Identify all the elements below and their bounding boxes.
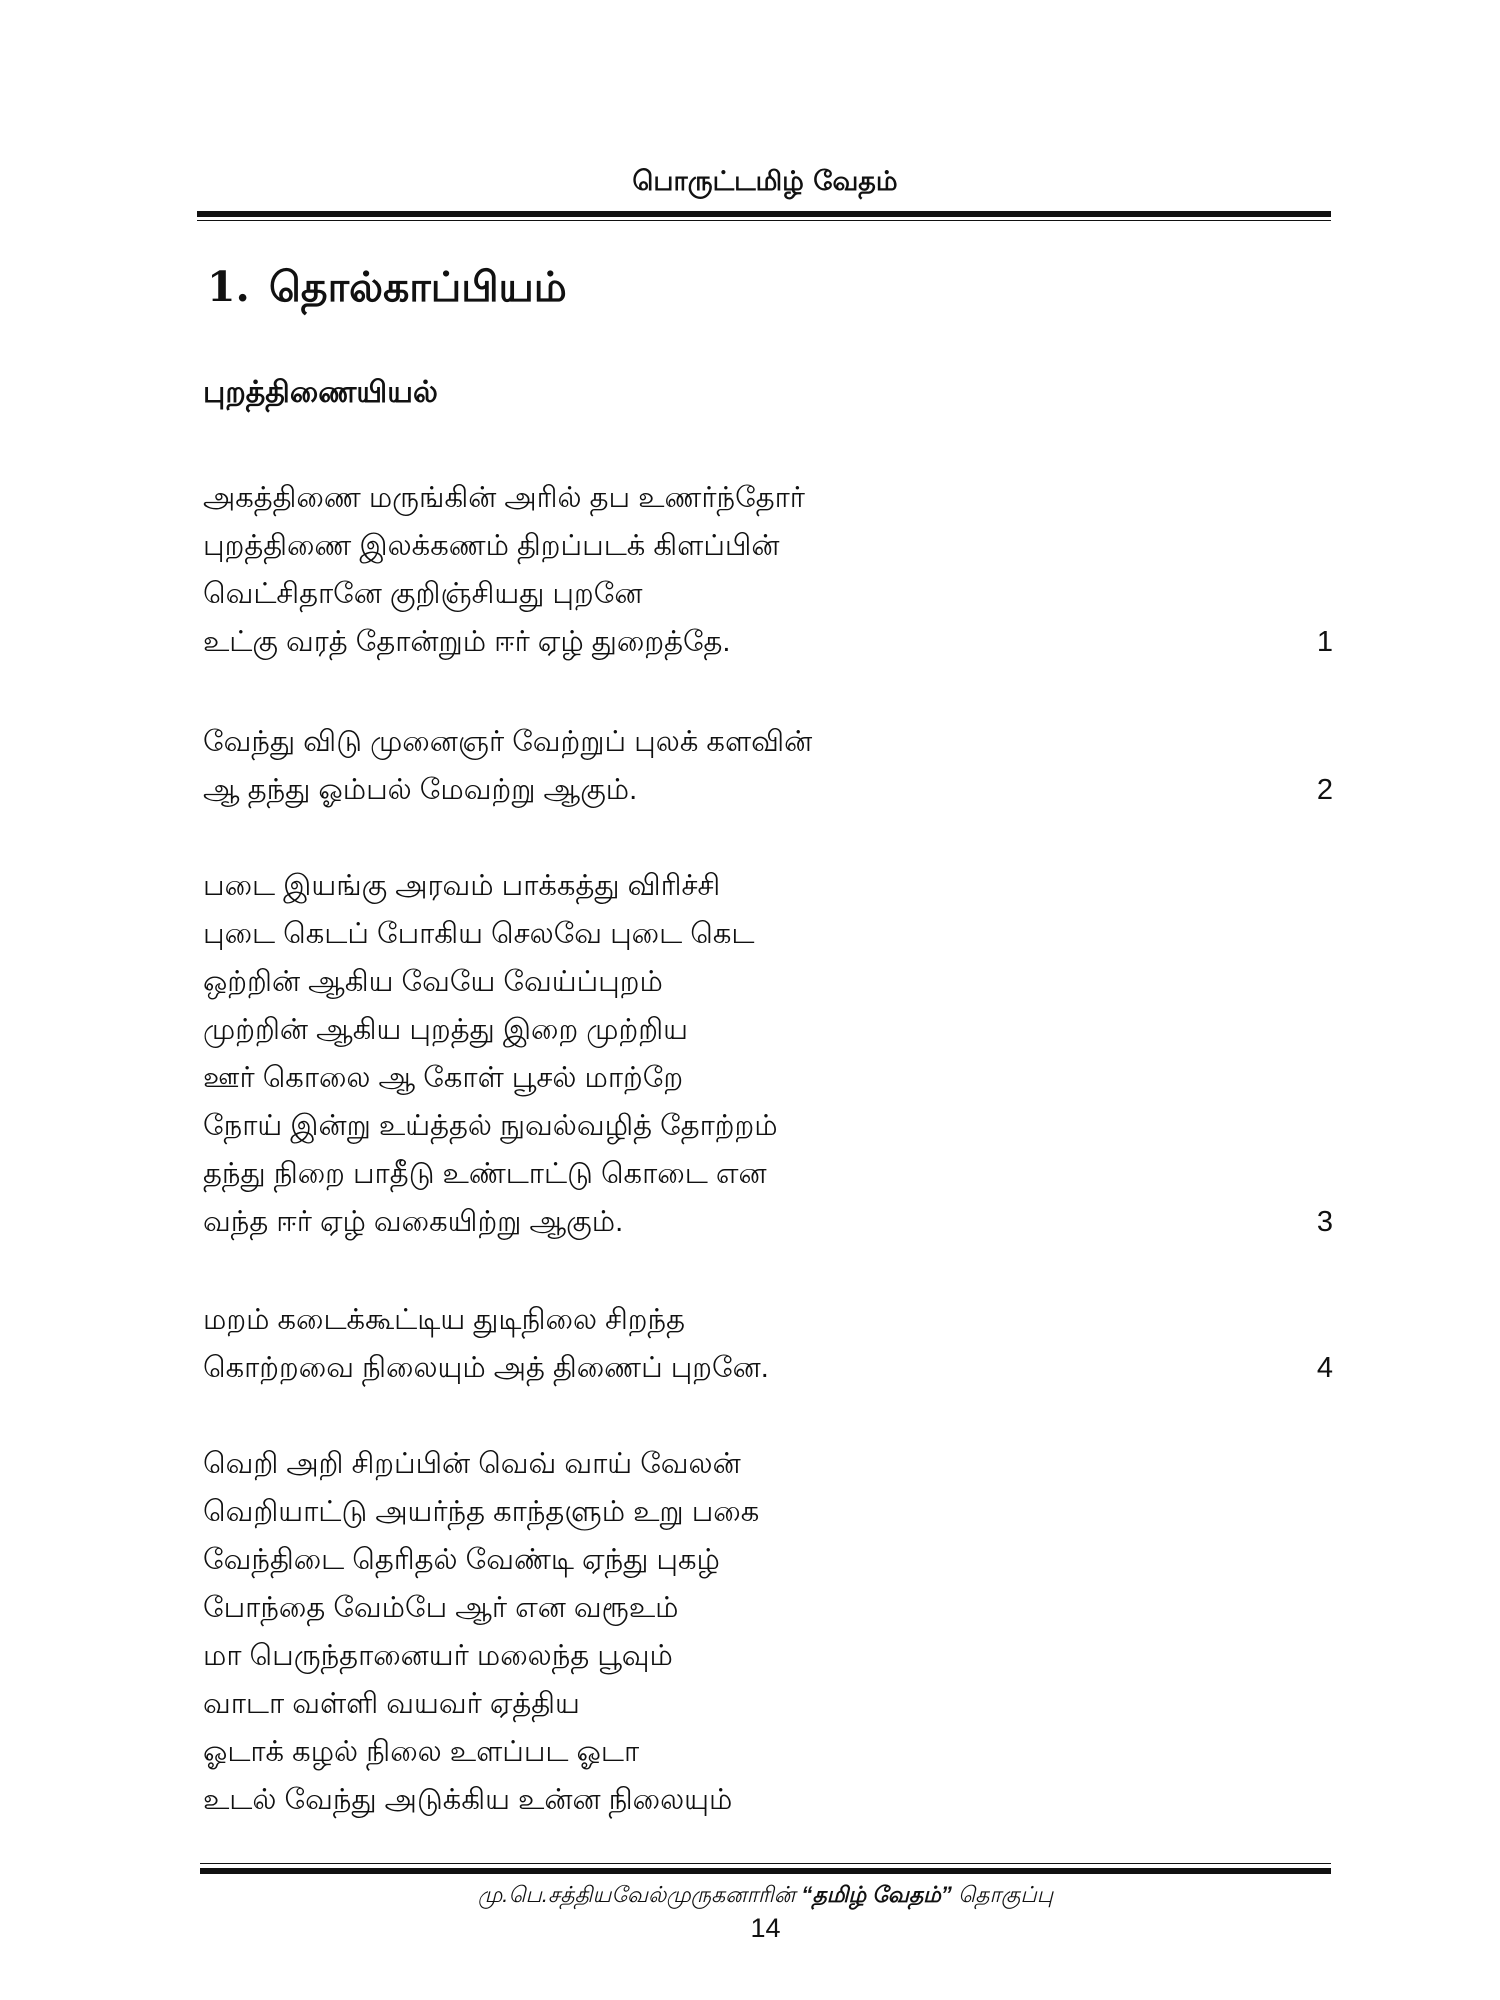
verse-line: ஒற்றின் ஆகிய வேயே வேய்ப்புறம் [203, 966, 663, 998]
footer-rule-thin [200, 1863, 1331, 1864]
verse-line: படை இயங்கு அரவம் பாக்கத்து விரிச்சி [203, 870, 721, 902]
verse-line: வேந்து விடு முனைஞர் வேற்றுப் புலக் களவின் [203, 726, 813, 758]
verse-line [203, 1198, 1333, 1246]
verse-line [203, 766, 1333, 814]
footer-suffix: தொகுப்பு [958, 1882, 1054, 1907]
verse-number: 3 [1316, 1206, 1333, 1238]
footer-work: “தமிழ் வேதம்” [801, 1882, 952, 1907]
verse-number: 4 [1316, 1352, 1333, 1384]
chapter-number: 1. [207, 263, 250, 311]
verse-line-text: வந்த ஈர் ஏழ் வகையிற்று ஆகும். [203, 1206, 624, 1238]
verse-line: வெறி அறி சிறப்பின் வெவ் வாய் வேலன் [203, 1448, 741, 1480]
running-head: பொருட்டமிழ் வேதம் [632, 166, 898, 197]
verse-number: 1 [1316, 626, 1333, 658]
verse-line-text: உட்கு வரத் தோன்றும் ஈர் ஏழ் துறைத்தே. [203, 626, 731, 658]
verse-line: வெறியாட்டு அயர்ந்த காந்தளும் உறு பகை [203, 1496, 760, 1528]
chapter-title: தொல்காப்பியம் [269, 263, 567, 311]
footer-author: மு.பெ.சத்தியவேல்முருகனாரின் [477, 1882, 796, 1907]
verse-line: மா பெருந்தானையர் மலைந்த பூவும் [203, 1640, 673, 1672]
verse-number: 2 [1316, 774, 1333, 806]
header-rule-thin [197, 220, 1331, 221]
verse-line [203, 618, 1333, 666]
chapter-heading [207, 252, 567, 322]
verse-line: உடல் வேந்து அடுக்கிய உன்ன நிலையும் [203, 1784, 733, 1816]
verse-line: புடை கெடப் போகிய செலவே புடை கெட [203, 918, 755, 950]
footer-credit [200, 1880, 1331, 1910]
verse-line: நோய் இன்று உய்த்தல் நுவல்வழித் தோற்றம் [203, 1110, 778, 1142]
verse-line: முற்றின் ஆகிய புறத்து இறை முற்றிய [203, 1014, 689, 1046]
verse-line-text: ஆ தந்து ஓம்பல் மேவற்று ஆகும். [203, 774, 638, 806]
stanza [203, 862, 1333, 1246]
stanza [203, 718, 1333, 814]
verse-line: தந்து நிறை பாதீடு உண்டாட்டு கொடை என [203, 1158, 767, 1190]
verse-line: வெட்சிதானே குறிஞ்சியது புறனே [203, 578, 643, 610]
footer-rule-thick [200, 1868, 1331, 1874]
page-number: 14 [750, 1913, 781, 1943]
section-title: புறத்திணையியல் [203, 375, 438, 410]
stanza [203, 1440, 1333, 1824]
verse-line: ஓடாக் கழல் நிலை உளப்பட ஓடா [203, 1736, 640, 1768]
verse-line: புறத்திணை இலக்கணம் திறப்படக் கிளப்பின் [203, 530, 780, 562]
verse-line: ஊர் கொலை ஆ கோள் பூசல் மாற்றே [203, 1062, 684, 1094]
header-rule-thick [197, 211, 1331, 217]
verse-line: வாடா வள்ளி வயவர் ஏத்திய [203, 1688, 580, 1720]
verse-line-text: கொற்றவை நிலையும் அத் திணைப் புறனே. [203, 1352, 769, 1384]
verse-line: மறம் கடைக்கூட்டிய துடிநிலை சிறந்த [203, 1304, 686, 1336]
verse-line [203, 1344, 1333, 1392]
verse-line: வேந்திடை தெரிதல் வேண்டி ஏந்து புகழ் [203, 1544, 720, 1576]
stanza [203, 1296, 1333, 1392]
stanza [203, 474, 1333, 666]
verse-line: போந்தை வேம்பே ஆர் என வரூஉம் [203, 1592, 679, 1624]
verse-line: அகத்திணை மருங்கின் அரில் தப உணர்ந்தோர் [203, 482, 805, 514]
